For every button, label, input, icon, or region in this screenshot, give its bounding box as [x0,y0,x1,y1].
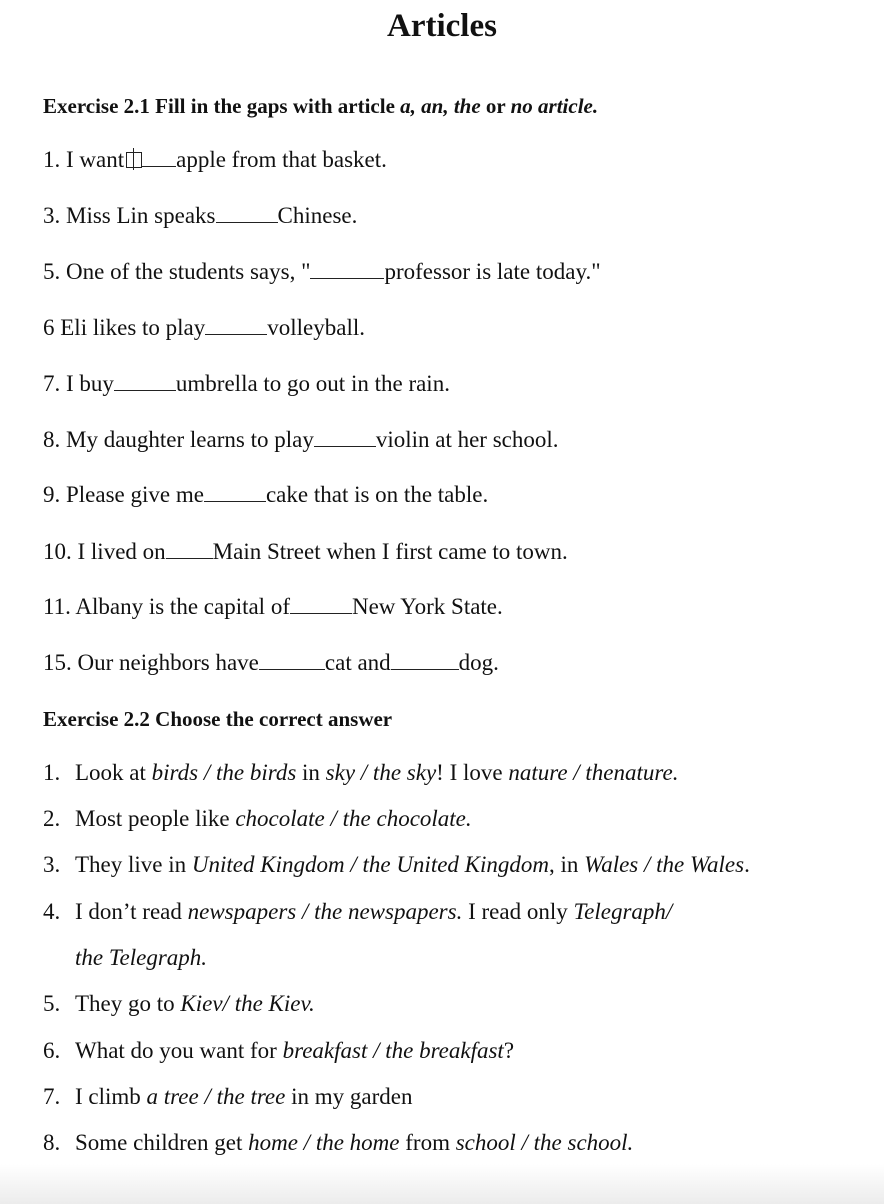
item-text: in [296,760,326,785]
item-text: umbrella to go out in the rain. [175,371,450,396]
item-text: What do you want for [75,1038,283,1063]
heading-text: or [480,94,511,118]
item-option: newspapers / the newspapers. [187,899,463,924]
item-option: nature / thenature. [508,760,679,785]
blank-gap [216,204,278,223]
item-number: 7. [43,1084,61,1109]
exercise-item [43,537,568,567]
item-number: 5. [43,991,61,1016]
choice-item [43,1036,514,1066]
choice-item [43,804,472,834]
item-option: school / the school. [455,1130,634,1155]
heading-options: a, an, the [400,94,481,118]
item-text: Most people like [75,806,236,831]
item-number: 4. [43,899,61,924]
choice-item [43,850,750,880]
item-text: Look at [75,760,152,785]
item-text: Main Street when I first came to town. [212,539,568,564]
item-option: Kiev/ the Kiev. [180,991,315,1016]
choice-item [43,1082,412,1112]
choice-item [43,758,678,788]
item-option: breakfast / the breakfast [282,1038,504,1063]
blank-gap [142,148,176,167]
item-option: birds / the birds [151,760,297,785]
item-text: cake that is on the table. [265,482,489,507]
heading-text: Exercise 2.1 Fill in the gaps with article [43,94,401,118]
item-text: cat and [324,650,391,675]
blank-gap [310,260,384,279]
item-text: dog. [458,650,499,675]
exercise-item [43,257,601,287]
exercise-2-1-heading [43,94,598,119]
exercise-item [43,648,499,678]
exercise-2-2-heading: Exercise 2.2 Choose the correct answer [43,707,393,731]
item-number: 3. [43,852,61,877]
page-bottom-shadow [0,1164,884,1204]
item-text: professor is late today." [384,259,601,284]
item-number: 6. [43,1038,61,1063]
item-text: New York State. [351,594,503,619]
blank-gap [205,316,267,335]
item-text: Chinese. [277,203,358,228]
blank-gap [290,595,352,614]
item-text: I climb [75,1084,147,1109]
item-option: a tree / the tree [146,1084,286,1109]
exercise-item [43,425,559,455]
item-text: 10. I lived on [43,539,166,564]
exercise-item [43,369,450,399]
blank-gap [391,651,459,670]
blank-gap [204,483,266,502]
item-text: They live in [75,852,192,877]
item-option: United Kingdom / the United Kingdom [191,852,550,877]
item-text: 3. Miss Lin speaks [43,203,216,228]
exercise-item [43,201,357,231]
item-text: 8. My daughter learns to play [43,427,314,452]
item-text: I read only [462,899,574,924]
item-text: in my garden [285,1084,413,1109]
choice-item [43,989,315,1019]
item-text: They go to [75,991,181,1016]
item-text: Some children get [75,1130,249,1155]
item-option: the Telegraph. [75,945,208,970]
exercise-item [43,592,503,622]
item-text: I don’t read [75,899,188,924]
exercise-item [43,313,365,343]
item-text: 11. Albany is the capital of [43,594,290,619]
item-option: home / the home [248,1130,400,1155]
item-option: chocolate / the chocolate. [235,806,472,831]
item-text: violin at her school. [375,427,559,452]
item-option: Wales / the Wales [584,852,745,877]
item-text: 7. I buy [43,371,114,396]
item-text: 15. Our neighbors have [43,650,259,675]
blank-gap [314,428,376,447]
item-text: ? [503,1038,515,1063]
item-number: 2. [43,806,61,831]
cursor-box [126,152,142,168]
item-option: sky / the sky [325,760,437,785]
item-text: volleyball. [267,315,365,340]
item-text: , in [549,852,585,877]
item-text: ! I love [436,760,509,785]
item-text: apple from that basket. [176,147,387,172]
item-number: 1. [43,760,61,785]
item-text: 1. I want [43,147,125,172]
exercise-item [43,480,488,510]
blank-gap [114,372,176,391]
item-text: from [399,1130,456,1155]
blank-gap [259,651,325,670]
item-text: 5. One of the students says, " [43,259,311,284]
exercise-item [43,145,387,175]
item-text: 9. Please give me [43,482,204,507]
page-title: Articles [387,8,497,44]
item-text: . [744,852,750,877]
choice-item-continuation [75,943,207,973]
item-option: Telegraph/ [573,899,673,924]
choice-item [43,897,672,927]
item-number: 8. [43,1130,61,1155]
heading-options: no article. [510,94,599,118]
item-text: 6 Eli likes to play [43,315,206,340]
blank-gap [166,540,213,559]
choice-item [43,1128,633,1158]
